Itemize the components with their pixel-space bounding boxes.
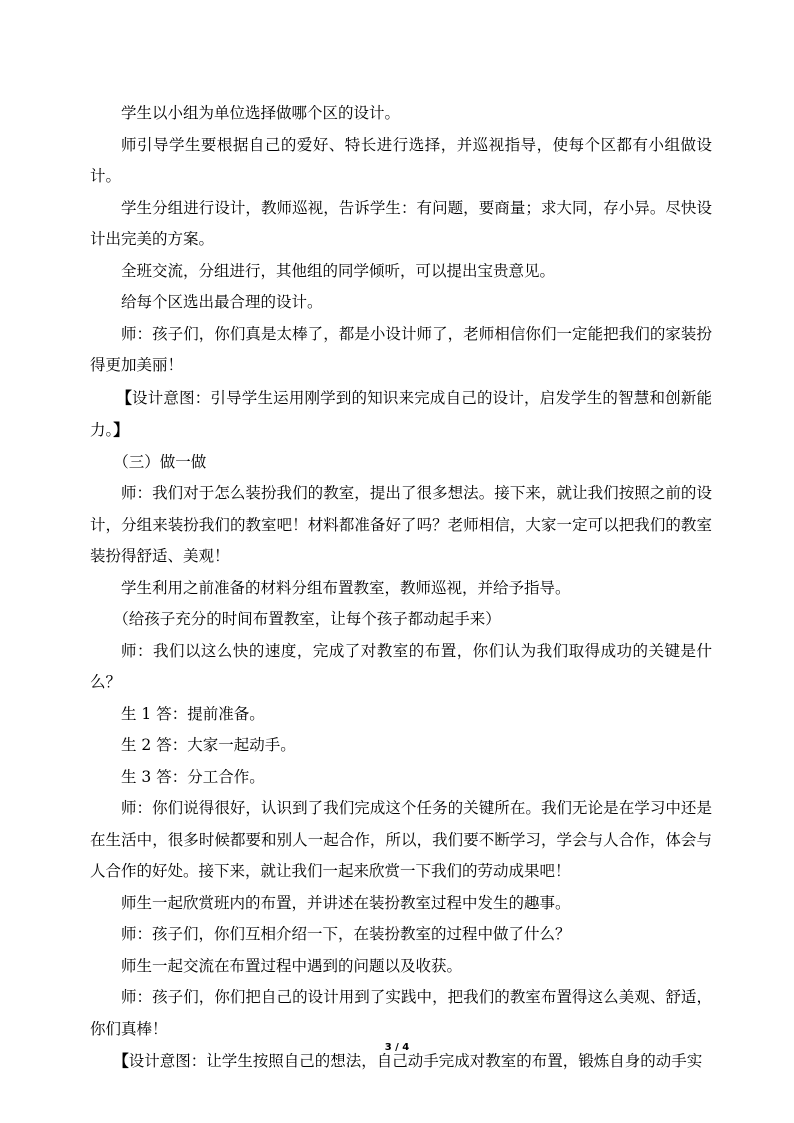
- page-number: 3 / 4: [384, 1042, 410, 1053]
- paragraph: 师生一起欣赏班内的布置，并讲述在装扮教室过程中发生的趣事。: [121, 893, 571, 912]
- section-heading: （三）做一做: [113, 452, 207, 471]
- note-close-bracket: 】: [113, 420, 129, 439]
- note-text: 设计意图：引导学生运用刚学到的知识来完成自己的设计，启发学生的智慧和创新能力。: [90, 388, 712, 439]
- paragraph: 生 2 答：大家一起动手。: [121, 736, 296, 754]
- paragraph: 师：孩子们，你们真是太棒了，都是小设计师了，老师相信你们一定能把我们的家装扮得更加美丽！: [90, 324, 712, 374]
- paragraph: 学生分组进行设计，教师巡视，告诉学生：有问题，要商量；求大同，存小异。尽快设计出完美的方案。: [90, 198, 712, 248]
- document-body: [90, 98, 712, 1078]
- paragraph: 全班交流，分组进行，其他组的同学倾听，可以提出宝贵意见。: [121, 261, 556, 280]
- paragraph: 生 3 答：分工合作。: [121, 767, 265, 786]
- paragraph: 学生以小组为单位选择做哪个区的设计。: [121, 104, 401, 122]
- paragraph: 师引导学生要根据自己的爱好、特长进行选择，并巡视指导，使每个区都有小组做设计。: [90, 135, 712, 185]
- paragraph: 师生一起交流在布置过程中遇到的问题以及收获。: [121, 956, 463, 975]
- paragraph: 师：我们对于怎么装扮我们的教室，提出了很多想法。接下来，就让我们按照之前的设计，分组来装扮我们的教室吧！材料都准备好了吗？老师相信，大家一定可以把我们的教室装扮得舒适、美观！: [90, 484, 712, 565]
- design-intent-note: [90, 382, 712, 447]
- paragraph: 师：我们以这么快的速度，完成了对教室的布置，你们认为我们取得成功的关键是什么？: [90, 641, 712, 691]
- paragraph: （给孩子充分的时间布置教室，让每个孩子都动起手来）: [113, 610, 501, 628]
- paragraph: 师：孩子们，你们把自己的设计用到了实践中，把我们的教室布置得这么美观、舒适，你们真棒！: [90, 988, 712, 1038]
- paragraph: 给每个区选出最合理的设计。: [121, 293, 323, 311]
- note-open-bracket: 【: [116, 387, 133, 407]
- paragraph: 师：孩子们，你们互相介绍一下，在装扮教室的过程中做了什么？: [121, 925, 571, 943]
- note-text: 设计意图：让学生按照自己的想法，自己动手完成对教室的布置，锻炼自身的动手实: [128, 1052, 703, 1070]
- paragraph: 师：你们说得很好，认识到了我们完成这个任务的关键所在。我们无论是在学习中还是在生活中，很多时候都要和别人一起合作，所以，我们要不断学习，学会与人合作，体会与人合作的好处。接下来，就让我们一起来欣赏一下我们的劳动成果吧！: [90, 799, 712, 880]
- paragraph: 学生利用之前准备的材料分组布置教室，教师巡视，并给予指导。: [121, 578, 571, 597]
- note-open-bracket: 【: [113, 1051, 129, 1070]
- paragraph: 生 1 答：提前准备。: [121, 704, 265, 723]
